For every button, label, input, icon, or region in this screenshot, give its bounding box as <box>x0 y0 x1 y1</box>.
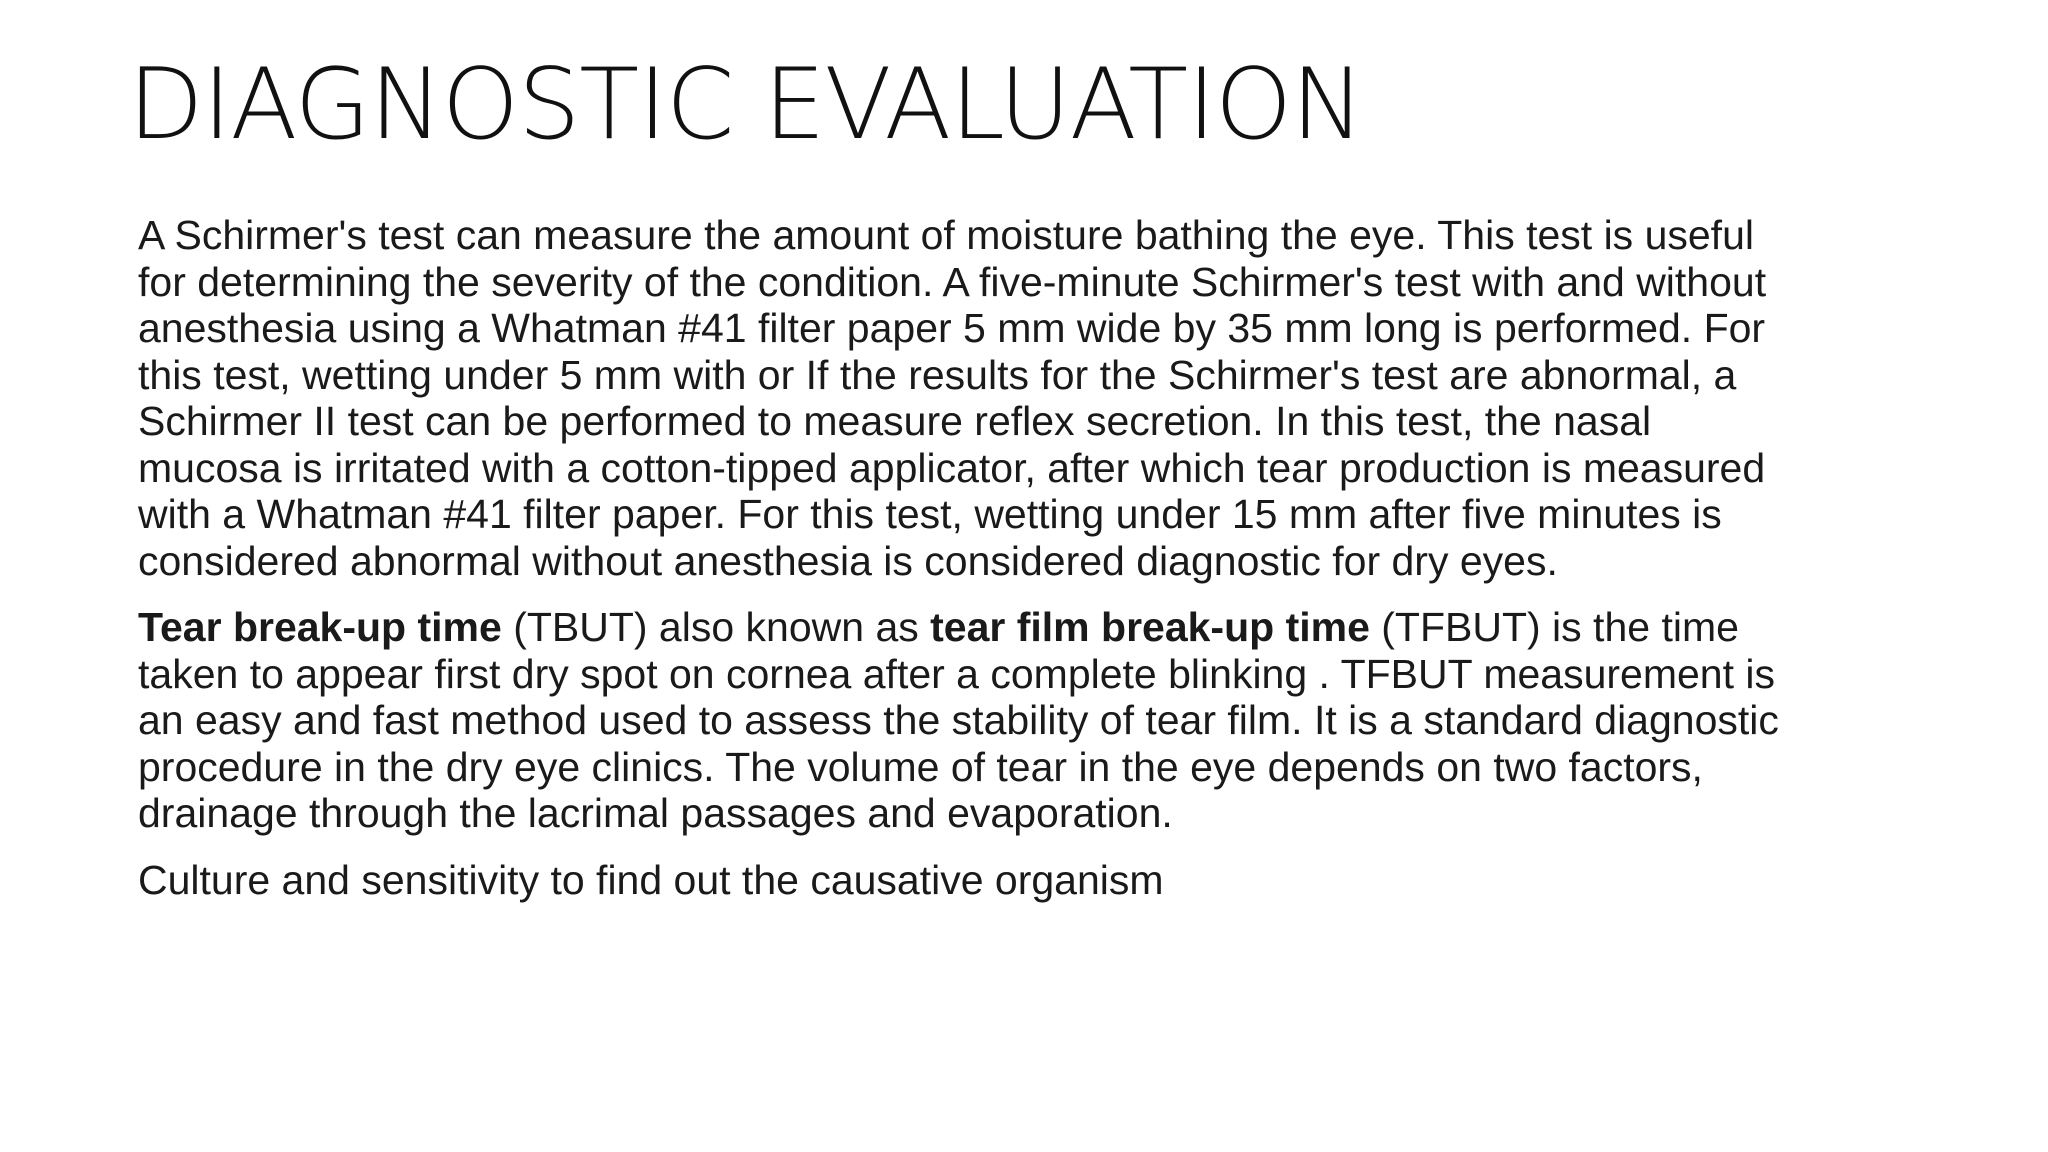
term-tear-break-up-time: Tear break-up time <box>138 604 502 650</box>
slide-title: DIAGNOSTIC EVALUATION <box>128 48 1364 162</box>
paragraph-tbut-text-2: (TFBUT) is the time taken to appear first dry spot on cornea after a complete blinking . TFBUT measurement is an easy and fast method used to assess the stability of tear film. It is a standard diagnostic procedure in the dry eye clinics. The volume of tear in the eye depends on two factors, drainage through the lacrimal passages and evaporation. <box>138 604 1779 836</box>
slide-body <box>138 212 1818 923</box>
paragraph-tear-break-up-time <box>138 604 1818 837</box>
paragraph-tbut-text-1: (TBUT) also known as <box>501 604 931 650</box>
paragraph-schirmer-test: A Schirmer's test can measure the amount of moisture bathing the eye. This test is useful for determining the severity of the condition. A five-minute Schirmer's test with and without anesthesia using a Whatman #41 filter paper 5 mm wide by 35 mm long is performed. For this test, wetting under 5 mm with or If the results for the Schirmer's test are abnormal, a Schirmer II test can be performed to measure reflex secretion. In this test, the nasal mucosa is irritated with a cotton-tipped applicator, after which tear production is measured with a Whatman #41 filter paper. For this test, wetting under 15 mm after five minutes is considered abnormal without anesthesia is considered diagnostic for dry eyes. <box>138 212 1767 584</box>
term-tear-film-break-up-time: tear film break-up time <box>930 604 1370 650</box>
paragraph-culture: Culture and sensitivity to find out the causative organism <box>138 856 1164 903</box>
